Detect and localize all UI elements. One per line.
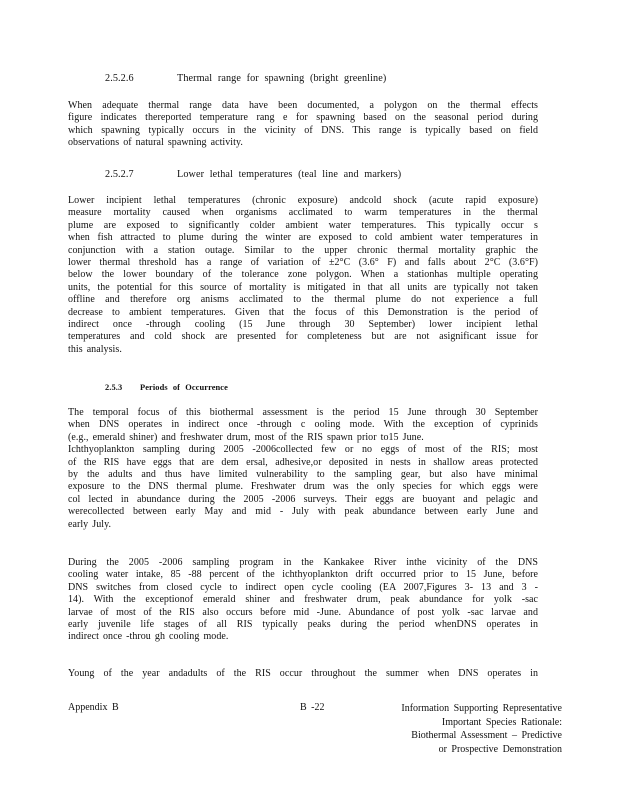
text-line: larvae of most of the RIS also occurs before mid -June. Abundance of post yolk -sac larvae and xyxy=(68,606,538,618)
text-line: conjunction with a station outage. Similar to the upper chronic thermal mortality graphic the xyxy=(68,244,538,256)
paragraph-spawning-range xyxy=(68,100,538,150)
paragraph-temporal-focus xyxy=(68,407,538,531)
text-line: 14). With the exceptionof emerald shiner and freshwater drum, peak abundance for yolk -sac xyxy=(68,594,538,606)
paragraph-sampling-program xyxy=(68,557,538,644)
text-line: plume are exposed to significantly colder ambient water temperatures. This typically occur s xyxy=(68,219,538,231)
text-line: col lected in abundance during the 2005 -2006 surveys. Their eggs are buoyant and pelagic and xyxy=(68,493,538,505)
text-line: this analysis. xyxy=(68,343,122,355)
paragraph-lower-lethal xyxy=(68,195,538,356)
text-line: offline and therefore org anisms acclimated to the thermal plume do not experience a full xyxy=(68,294,538,306)
section-number: 2.5.2.6 xyxy=(105,73,134,84)
footer-title-line: Important Species Rationale: xyxy=(441,716,562,728)
text-line: Young of the year andadults of the RIS occur throughout the summer when DNS operates in xyxy=(68,668,538,679)
text-line: early juvenile life stages of all RIS typically peaks during the period whenDNS operates in xyxy=(68,618,538,630)
footer-page-number: B -22 xyxy=(300,702,325,713)
text-line: which spawning typically occurs in the vicinity of DNS. This range is typically based on field xyxy=(68,124,538,136)
footer-document-title xyxy=(362,702,562,756)
text-line: Ichthyoplankton sampling during 2005 -2006collected few or no eggs of most of the RIS; most xyxy=(68,444,538,456)
text-line: figure indicates thereported temperature rang e for spawning based on the seasonal period during xyxy=(68,112,538,124)
text-line: when fish attracted to plume during the winter are exposed to cold ambient water temperatures in xyxy=(68,232,538,244)
text-line: early July. xyxy=(68,518,112,530)
section-title: Lower lethal temperatures (teal line and markers) xyxy=(177,169,402,180)
text-line: DNS switches from closed cycle to indirect open cycle cooling (EA 2007,Figures 3- 13 and 3 - xyxy=(68,581,538,593)
section-title: Periods of Occurrence xyxy=(140,383,228,392)
text-line: by the adults and thus have limited vulnerability to the sampling gear, but also have minimal xyxy=(68,468,538,480)
text-line: werecollected between early May and mid - July with peak abundance between early June and xyxy=(68,506,538,518)
text-line: indirect once -through cooling (15 June through 30 September) lower incipient lethal xyxy=(68,318,538,330)
text-line: measure mortality caused when organisms acclimated to warm temperatures in the thermal xyxy=(68,207,538,219)
section-number: 2.5.2.7 xyxy=(105,169,134,180)
text-line: when DNS operates in indirect once -through c ooling mode. With the exception of cyprinids xyxy=(68,419,538,431)
text-line: of the RIS have eggs that are dem ersal, adhesive,or deposited in nests in shallow areas protected xyxy=(68,456,538,468)
section-heading-2-5-3 xyxy=(105,383,228,392)
text-line: units, the potential for this source of mortality is mitigated in that all units are typically not taken xyxy=(68,281,538,293)
text-line: (e.g., emerald shiner) and freshwater drum, most of the RIS spawn prior to15 June. xyxy=(68,431,424,443)
text-line: indirect once -throu gh cooling mode. xyxy=(68,631,229,643)
text-line: cooling water intake, 85 -88 percent of the ichthyoplankton drift occurred prior to 15 June, before xyxy=(68,569,538,581)
text-line: below the lower boundary of the tolerance zone polygon. When a stationhas multiple operating xyxy=(68,269,538,281)
footer-appendix: Appendix B xyxy=(68,702,119,713)
text-line: exposure to the DNS thermal plume. Freshwater drum was the only species for which eggs were xyxy=(68,481,538,493)
footer-title-line: Biothermal Assessment – Predictive xyxy=(411,730,562,742)
text-line: observations of natural spawning activity. xyxy=(68,137,243,149)
footer-title-line: or Prospective Demonstration xyxy=(438,743,562,755)
text-line: decrease to ambient temperatures. Given that the focus of this Demonstration is the period of xyxy=(68,306,538,318)
text-line: The temporal focus of this biothermal assessment is the period 15 June through 30 September xyxy=(68,407,538,418)
text-line: lower thermal threshold has a range of variation of ±2°C (3.6° F) and falls about 2°C (3.6°F) xyxy=(68,256,538,268)
text-line: temperatures and cold shock are presented for completeness but are not asignificant issue for xyxy=(68,331,538,343)
section-heading-2-5-2-7 xyxy=(105,169,402,180)
paragraph-young-of-year xyxy=(68,668,538,680)
section-heading-2-5-2-6 xyxy=(105,73,387,84)
section-title: Thermal range for spawning (bright greenline) xyxy=(177,73,387,84)
text-line: Lower incipient lethal temperatures (chronic exposure) andcold shock (acute rapid exposure) xyxy=(68,195,538,206)
text-line: When adequate thermal range data have been documented, a polygon on the thermal effects xyxy=(68,100,538,111)
section-number: 2.5.3 xyxy=(105,383,123,392)
footer-title-line: Information Supporting Representative xyxy=(401,703,562,714)
text-line: During the 2005 -2006 sampling program in the Kankakee River inthe vicinity of the DNS xyxy=(68,557,538,568)
